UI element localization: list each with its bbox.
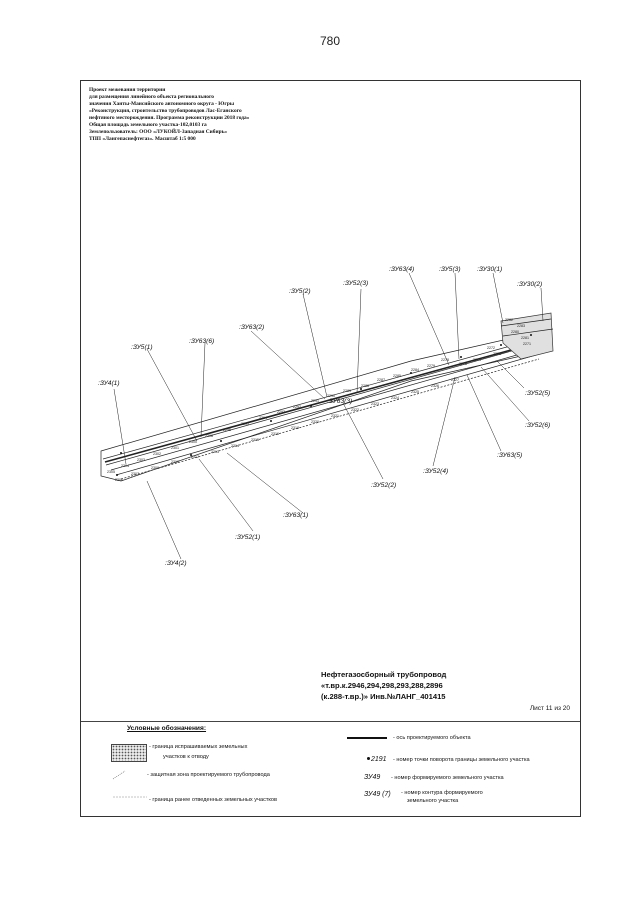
point-number: 2300 <box>189 440 197 444</box>
point-number: 2306 <box>115 478 123 482</box>
leader-line <box>114 389 126 464</box>
point-number: 2289 <box>343 389 351 393</box>
title-line: Землепользователь: ООО «ЛУКОЙЛ-Западная Сибирь» <box>89 129 228 135</box>
legend-contour-label: земельного участка <box>407 798 459 804</box>
point-number: 2285 <box>393 374 401 378</box>
point-number: 2296 <box>223 428 231 432</box>
leader-lines <box>114 273 543 559</box>
point-number: 2312 <box>191 455 199 459</box>
point-number: 2302 <box>153 452 161 456</box>
title-line: значения Ханты-Мансийского автономного округа - Югры <box>89 101 235 107</box>
cadastral-plan <box>81 81 580 701</box>
point-number: 2278 <box>441 358 449 362</box>
point-number: 2324 <box>391 396 399 400</box>
point-number: 2303 <box>137 458 145 462</box>
point-number: 2280 <box>511 330 519 334</box>
legend-title: Условные обозначения: <box>127 725 207 732</box>
title-line: Общая площадь земельного участка-102,0103 га <box>89 122 207 128</box>
legend-prev-boundary: - граница ранее отведенных земельных участков <box>149 797 278 803</box>
corridor-line <box>116 355 536 475</box>
point-number: 2304 <box>121 464 129 468</box>
boundary-point <box>460 356 462 358</box>
title-line: «Реконструкция, строительство трубопроводов Лас-Еганского <box>89 108 242 114</box>
point-number: 2321 <box>331 414 339 418</box>
point-number: 2305 <box>107 470 115 474</box>
point-number: 2314 <box>231 444 239 448</box>
plot-label: :ЗУ63(3) <box>327 398 353 405</box>
point-number: 2315 <box>251 438 259 442</box>
boundary-point <box>220 440 222 442</box>
point-number: 2313 <box>211 450 219 454</box>
sheet-number: Лист 11 из 20 <box>529 705 570 712</box>
plot-label: :ЗУ63(4) <box>389 266 415 273</box>
point-number: 2276 <box>459 362 467 366</box>
plot-label: :ЗУ63(6) <box>189 338 215 345</box>
point-number: 2301 <box>171 446 179 450</box>
leader-line <box>481 367 529 421</box>
leader-line <box>147 349 197 441</box>
point-number: 2290 <box>327 394 335 398</box>
point-number: 2288 <box>361 384 369 388</box>
boundary-point <box>310 405 312 407</box>
point-number: 2295 <box>241 422 249 426</box>
prev-boundary-symbol <box>111 793 151 801</box>
legend-plot-code: ЗУ49 <box>364 774 381 781</box>
plot-label: :ЗУ52(6) <box>525 422 551 429</box>
legend-point-code: 2191 <box>371 756 387 763</box>
point-number: 2293 <box>277 410 285 414</box>
plot-label: :ЗУ4(1) <box>98 380 120 387</box>
point-number: 2325 <box>411 390 419 394</box>
point-number: 2309 <box>151 466 159 470</box>
leader-line <box>455 273 459 359</box>
object-title-line: «т.вр.к.2946,294,298,293,288,2896 <box>321 681 443 690</box>
point-number: 2271 <box>523 342 531 346</box>
plot-label: :ЗУ52(2) <box>371 482 397 489</box>
point-number: 2307 <box>131 472 139 476</box>
object-title-line: (к.288-т.вр.)» Инв.№ЛАНГ_401415 <box>321 692 446 701</box>
point-number: 2291 <box>311 399 319 403</box>
point-number: 2294 <box>259 416 267 420</box>
point-number: 2318 <box>291 426 299 430</box>
title-line: ТПП «Лангепаснефтегаз». Масштаб 1:5 000 <box>89 136 196 142</box>
boundary-point <box>410 372 412 374</box>
plot-label: :ЗУ5(1) <box>131 344 153 351</box>
plot-label: :ЗУ52(4) <box>423 468 449 475</box>
leader-line <box>343 403 383 479</box>
plot-label: :ЗУ4(2) <box>165 560 187 567</box>
axis-symbol <box>347 737 387 739</box>
leader-line <box>497 361 524 388</box>
point-number: 2316 <box>271 432 279 436</box>
leader-line <box>493 273 503 323</box>
point-number: 2322 <box>351 408 359 412</box>
leader-line <box>201 343 205 437</box>
plot-label: :ЗУ5(2) <box>289 288 311 295</box>
leader-line <box>433 377 455 466</box>
point-number: 2292 <box>293 405 301 409</box>
corridor-line <box>111 351 531 470</box>
plot-label: :ЗУ63(2) <box>239 324 265 331</box>
legend-boundary-label: - граница испрашиваемых земельных <box>149 744 248 750</box>
point-symbol <box>367 757 370 760</box>
point-number: 2273 <box>493 352 501 356</box>
leader-line <box>147 481 181 559</box>
plot-label: :ЗУ52(5) <box>525 390 551 397</box>
boundary-point <box>530 334 532 336</box>
point-number-labels <box>107 318 531 482</box>
boundary-point <box>120 452 122 454</box>
plot-labels <box>98 266 550 567</box>
point-number: 2320 <box>311 420 319 424</box>
plot-label: :ЗУ63(5) <box>497 452 523 459</box>
drawing-sheet <box>80 80 581 817</box>
plot-label: :ЗУ30(1) <box>477 266 503 273</box>
boundary-point <box>116 474 118 476</box>
point-number: 2284 <box>411 368 419 372</box>
plot-label: :ЗУ52(3) <box>343 280 369 287</box>
boundary-points <box>116 334 532 476</box>
leader-line <box>303 294 327 397</box>
plot-label: :ЗУ63(1) <box>283 512 309 519</box>
point-number: 2274 <box>473 358 481 362</box>
hatch-swatch <box>111 744 147 762</box>
leader-line <box>199 459 253 531</box>
legend-contour-label: - номер контура формируемого <box>401 790 483 796</box>
protection-zone-symbol <box>111 769 151 781</box>
point-number: 2281 <box>521 336 529 340</box>
leader-line <box>227 453 303 513</box>
corridor-line <box>121 359 539 479</box>
title-line: нефтяного месторождения. Программа реконструкции 2018 года» <box>89 115 250 121</box>
legend-divider <box>81 721 580 722</box>
legend-contour-code: ЗУ49 (7) <box>364 791 391 798</box>
plot-label: :ЗУ52(1) <box>235 534 261 541</box>
point-number: 2287 <box>377 378 385 382</box>
page-number: 780 <box>319 34 341 48</box>
boundary-point <box>360 388 362 390</box>
title-line: для размещения линейного объекта регионального <box>89 94 215 100</box>
object-title <box>321 669 446 702</box>
point-number: 2323 <box>371 402 379 406</box>
boundary-point <box>270 420 272 422</box>
object-title-line: Нефтегазосборный трубопровод <box>321 670 447 679</box>
title-line: Проект межевания территории <box>89 87 166 93</box>
point-number: 2283 <box>517 324 525 328</box>
point-number: 2326 <box>431 384 439 388</box>
plot-label: :ЗУ30(2) <box>517 281 543 288</box>
legend-axis: - ось проектируемого объекта <box>393 735 471 741</box>
leader-line <box>467 375 501 451</box>
point-number: 2310 <box>171 460 179 464</box>
boundary-point <box>500 344 502 346</box>
leader-line <box>409 273 449 365</box>
leader-line <box>357 289 361 393</box>
legend-protection-zone: - защитная зона проектируемого трубопровода <box>147 772 270 778</box>
point-number: 2279 <box>427 364 435 368</box>
legend-plot-label: - номер формируемого земельного участка <box>391 775 504 781</box>
legend-point-label: - номер точки поворота границы земельного участка <box>393 757 530 763</box>
plot-label: :ЗУ5(3) <box>439 266 461 273</box>
point-number: 2282 <box>505 318 513 322</box>
legend-boundary-label: участков к отводу <box>163 754 209 760</box>
point-number: 2298 <box>205 434 213 438</box>
point-number: 2272 <box>487 346 495 350</box>
point-number: 2327 <box>451 378 459 382</box>
